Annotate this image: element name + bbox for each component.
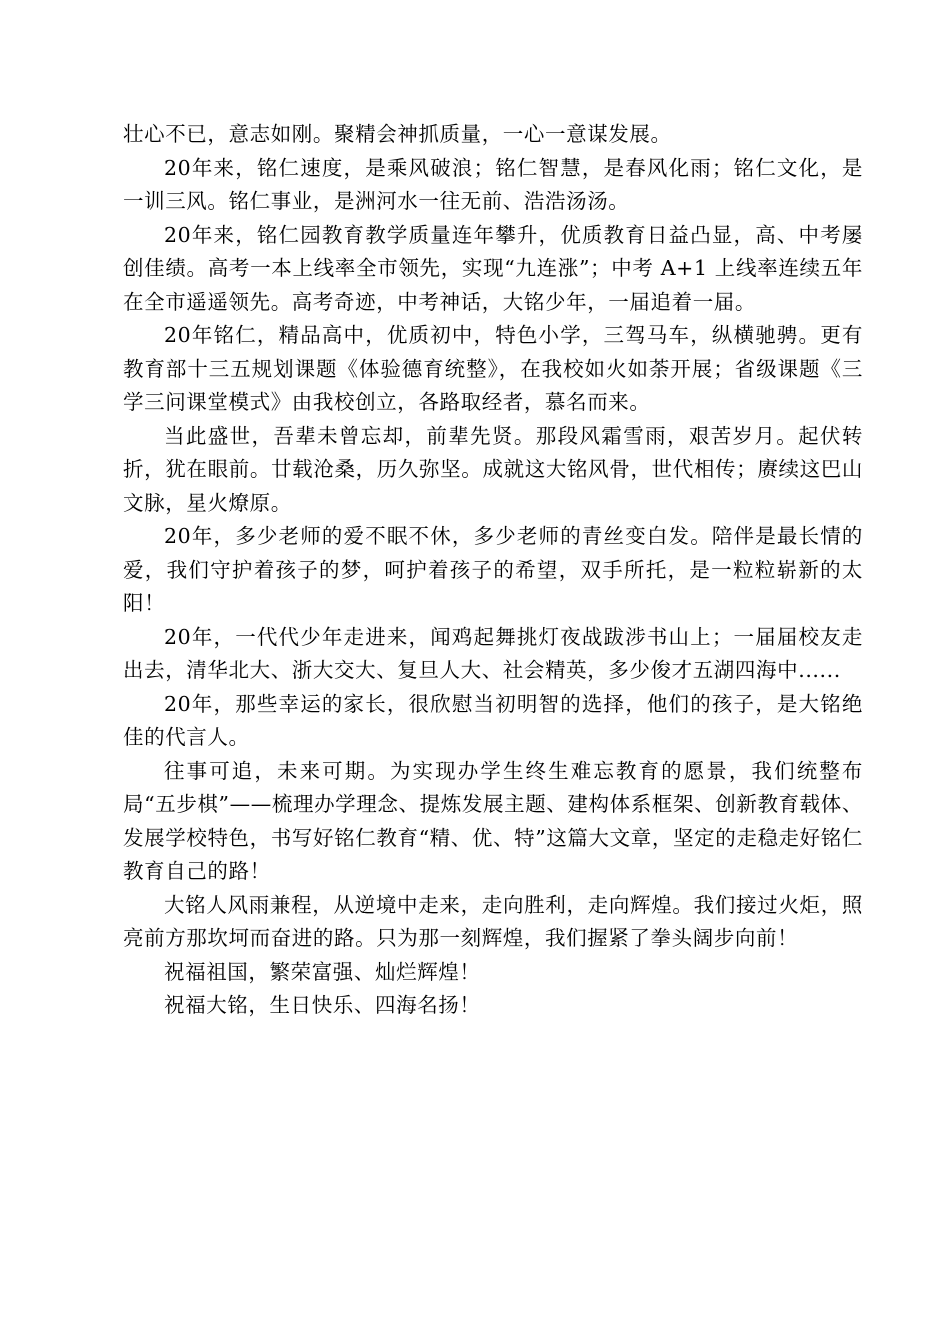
paragraph: 壮心不已，意志如刚。聚精会神抓质量，一心一意谋发展。 — [123, 122, 672, 146]
paragraph: 祝福祖国，繁荣富强、灿烂辉煌！ — [164, 959, 481, 984]
paragraph: 大铭人风雨兼程，从逆境中走来，走向胜利，走向辉煌。我们接过火炬，照亮前方那坎坷而奋进的路。只为那一刻辉煌，我们握紧了拳头阔步向前！ — [123, 892, 863, 950]
paragraph: 20年，那些幸运的家长，很欣慰当初明智的选择，他们的孩子，是大铭绝佳的代言人。 — [123, 691, 863, 749]
paragraph: 20年来，铭仁园教育教学质量连年攀升，优质教育日益凸显，高、中考屡创佳绩。高考一本上线率全市领先，实现“九连涨”；中考 A+1 上线率连续五年在全市遥遥领先。高考奇迹，中考神话，大铭少年，一届追着一届。 — [123, 222, 863, 314]
paragraph: 20年铭仁，精品高中，优质初中，特色小学，三驾马车，纵横驰骋。更有教育部十三五规划课题《体验德育统整》，在我校如火如荼开展；省级课题《三学三问课堂模式》由我校创立，各路取经者，慕名而来。 — [123, 323, 863, 414]
paragraph: 20年，多少老师的爱不眠不休，多少老师的青丝变白发。陪伴是最长情的爱，我们守护着孩子的梦，呵护着孩子的希望，双手所托，是一粒粒崭新的太阳！ — [123, 524, 863, 615]
paragraph: 20年来，铭仁速度，是乘风破浪；铭仁智慧，是春风化雨；铭仁文化，是一训三风。铭仁事业，是洲河水一往无前、浩浩汤汤。 — [123, 155, 863, 213]
paragraph: 祝福大铭，生日快乐、四海名扬！ — [164, 993, 481, 1017]
document-page — [123, 118, 863, 1023]
paragraph: 20年，一代代少年走进来，闻鸡起舞挑灯夜战跋涉书山上；一届届校友走出去，清华北大、浙大交大、复旦人大、社会精英，多少俊才五湖四海中...... — [123, 624, 863, 682]
paragraph: 往事可追，未来可期。为实现办学生终生难忘教育的愿景，我们统整布局“五步棋”——梳理办学理念、提炼发展主题、建构体系框架、创新教育载体、发展学校特色，书写好铭仁教育“精、优、特”这篇大文章，坚定的走稳走好铭仁教育自己的路！ — [123, 758, 863, 883]
paragraph: 当此盛世，吾辈未曾忘却，前辈先贤。那段风霜雪雨，艰苦岁月。起伏转折，犹在眼前。廿载沧桑，历久弥坚。成就这大铭风骨，世代相传；赓续这巴山文脉，星火燎原。 — [123, 423, 863, 515]
